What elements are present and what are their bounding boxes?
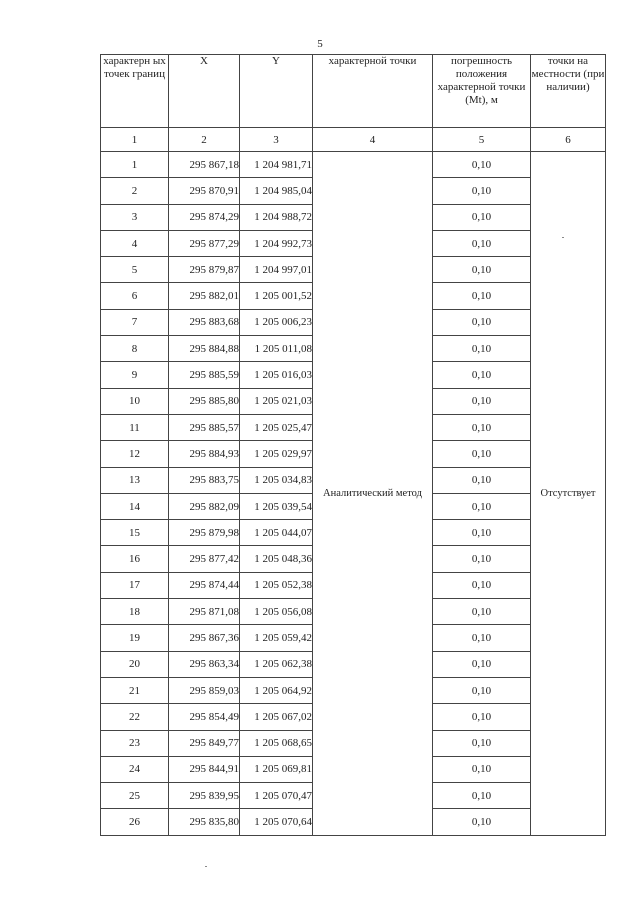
coord-y: 1 205 029,97: [240, 441, 313, 467]
header-x: X: [169, 55, 240, 128]
table-row: [101, 152, 606, 178]
point-number: 24: [101, 756, 169, 782]
page-number: 5: [317, 38, 323, 50]
coord-y: 1 205 034,83: [240, 467, 313, 493]
point-number: 12: [101, 441, 169, 467]
coord-y: 1 205 011,08: [240, 336, 313, 362]
coord-y: 1 205 070,64: [240, 809, 313, 835]
coord-y: 1 205 021,03: [240, 388, 313, 414]
coord-x: 295 882,09: [169, 493, 240, 519]
point-number: 17: [101, 572, 169, 598]
point-number: 1: [101, 152, 169, 178]
point-number: 4: [101, 230, 169, 256]
coord-x: 295 839,95: [169, 783, 240, 809]
coord-y: 1 204 992,73: [240, 230, 313, 256]
column-number: 1: [101, 128, 169, 152]
coord-x: 295 844,91: [169, 756, 240, 782]
coord-x: 295 867,36: [169, 625, 240, 651]
coord-x: 295 877,42: [169, 546, 240, 572]
coord-y: 1 205 044,07: [240, 520, 313, 546]
column-number: 6: [531, 128, 606, 152]
point-number: 19: [101, 625, 169, 651]
coord-y: 1 205 067,02: [240, 704, 313, 730]
accuracy-value: 0,10: [433, 204, 531, 230]
header-y: Y: [240, 55, 313, 128]
coord-x: 295 870,91: [169, 178, 240, 204]
coord-x: 295 874,44: [169, 572, 240, 598]
accuracy-value: 0,10: [433, 493, 531, 519]
coord-x: 295 879,87: [169, 257, 240, 283]
coord-y: 1 205 056,08: [240, 599, 313, 625]
point-number: 11: [101, 414, 169, 440]
coord-x: 295 854,49: [169, 704, 240, 730]
scan-speck: [562, 237, 564, 238]
point-number: 21: [101, 677, 169, 703]
coord-y: 1 205 052,38: [240, 572, 313, 598]
header-row: [101, 55, 606, 128]
coord-y: 1 205 070,47: [240, 783, 313, 809]
coord-x: 295 882,01: [169, 283, 240, 309]
point-number: 13: [101, 467, 169, 493]
point-number: 22: [101, 704, 169, 730]
coord-x: 295 863,34: [169, 651, 240, 677]
point-number: 26: [101, 809, 169, 835]
coord-y: 1 204 981,71: [240, 152, 313, 178]
coord-x: 295 871,08: [169, 599, 240, 625]
coord-y: 1 205 001,52: [240, 283, 313, 309]
accuracy-value: 0,10: [433, 783, 531, 809]
point-number: 5: [101, 257, 169, 283]
coord-y: 1 205 064,92: [240, 677, 313, 703]
accuracy-value: 0,10: [433, 414, 531, 440]
coord-x: 295 885,57: [169, 414, 240, 440]
coord-y: 1 205 006,23: [240, 309, 313, 335]
coord-x: 295 879,98: [169, 520, 240, 546]
accuracy-value: 0,10: [433, 625, 531, 651]
point-number: 25: [101, 783, 169, 809]
point-number: 7: [101, 309, 169, 335]
accuracy-value: 0,10: [433, 388, 531, 414]
table-body: [101, 152, 606, 836]
column-number: 4: [313, 128, 433, 152]
accuracy-value: 0,10: [433, 230, 531, 256]
accuracy-value: 0,10: [433, 704, 531, 730]
column-number: 3: [240, 128, 313, 152]
coordinates-table: [100, 54, 606, 836]
accuracy-value: 0,10: [433, 730, 531, 756]
point-number: 20: [101, 651, 169, 677]
point-number: 9: [101, 362, 169, 388]
coord-y: 1 205 025,47: [240, 414, 313, 440]
coord-x: 295 883,68: [169, 309, 240, 335]
coord-y: 1 204 985,04: [240, 178, 313, 204]
accuracy-value: 0,10: [433, 336, 531, 362]
column-number: 5: [433, 128, 531, 152]
accuracy-value: 0,10: [433, 756, 531, 782]
accuracy-value: 0,10: [433, 441, 531, 467]
coord-y: 1 205 059,42: [240, 625, 313, 651]
point-number: 23: [101, 730, 169, 756]
coord-x: 295 885,59: [169, 362, 240, 388]
accuracy-value: 0,10: [433, 599, 531, 625]
coord-x: 295 885,80: [169, 388, 240, 414]
accuracy-value: 0,10: [433, 283, 531, 309]
header-marking: точки на местности (при наличии): [531, 55, 606, 128]
header-accuracy: погрешность положения характерной точки (Mt), м: [433, 55, 531, 128]
accuracy-value: 0,10: [433, 362, 531, 388]
header-method: характерной точки: [313, 55, 433, 128]
point-number: 18: [101, 599, 169, 625]
coord-y: 1 205 062,38: [240, 651, 313, 677]
coord-x: 295 884,93: [169, 441, 240, 467]
coord-x: 295 877,29: [169, 230, 240, 256]
coord-y: 1 205 069,81: [240, 756, 313, 782]
accuracy-value: 0,10: [433, 309, 531, 335]
accuracy-value: 0,10: [433, 809, 531, 835]
accuracy-value: 0,10: [433, 467, 531, 493]
accuracy-value: 0,10: [433, 257, 531, 283]
point-number: 16: [101, 546, 169, 572]
point-number: 15: [101, 520, 169, 546]
coord-x: 295 859,03: [169, 677, 240, 703]
coord-x: 295 835,80: [169, 809, 240, 835]
coord-x: 295 883,75: [169, 467, 240, 493]
header-point-number: характерн ых точек границ: [101, 55, 169, 128]
marking-cell: Отсутствует: [531, 152, 606, 836]
method-cell: Аналитический метод: [313, 152, 433, 836]
point-number: 3: [101, 204, 169, 230]
accuracy-value: 0,10: [433, 546, 531, 572]
scan-speck: [205, 866, 207, 867]
accuracy-value: 0,10: [433, 178, 531, 204]
column-number: 2: [169, 128, 240, 152]
coord-y: 1 204 997,01: [240, 257, 313, 283]
coord-y: 1 205 068,65: [240, 730, 313, 756]
point-number: 14: [101, 493, 169, 519]
point-number: 10: [101, 388, 169, 414]
coord-x: 295 874,29: [169, 204, 240, 230]
coord-y: 1 205 039,54: [240, 493, 313, 519]
column-number-row: [101, 128, 606, 152]
point-number: 2: [101, 178, 169, 204]
coord-y: 1 205 048,36: [240, 546, 313, 572]
accuracy-value: 0,10: [433, 677, 531, 703]
coord-x: 295 884,88: [169, 336, 240, 362]
accuracy-value: 0,10: [433, 651, 531, 677]
coord-x: 295 849,77: [169, 730, 240, 756]
accuracy-value: 0,10: [433, 572, 531, 598]
point-number: 6: [101, 283, 169, 309]
accuracy-value: 0,10: [433, 152, 531, 178]
point-number: 8: [101, 336, 169, 362]
coord-y: 1 204 988,72: [240, 204, 313, 230]
coord-x: 295 867,18: [169, 152, 240, 178]
coord-y: 1 205 016,03: [240, 362, 313, 388]
accuracy-value: 0,10: [433, 520, 531, 546]
